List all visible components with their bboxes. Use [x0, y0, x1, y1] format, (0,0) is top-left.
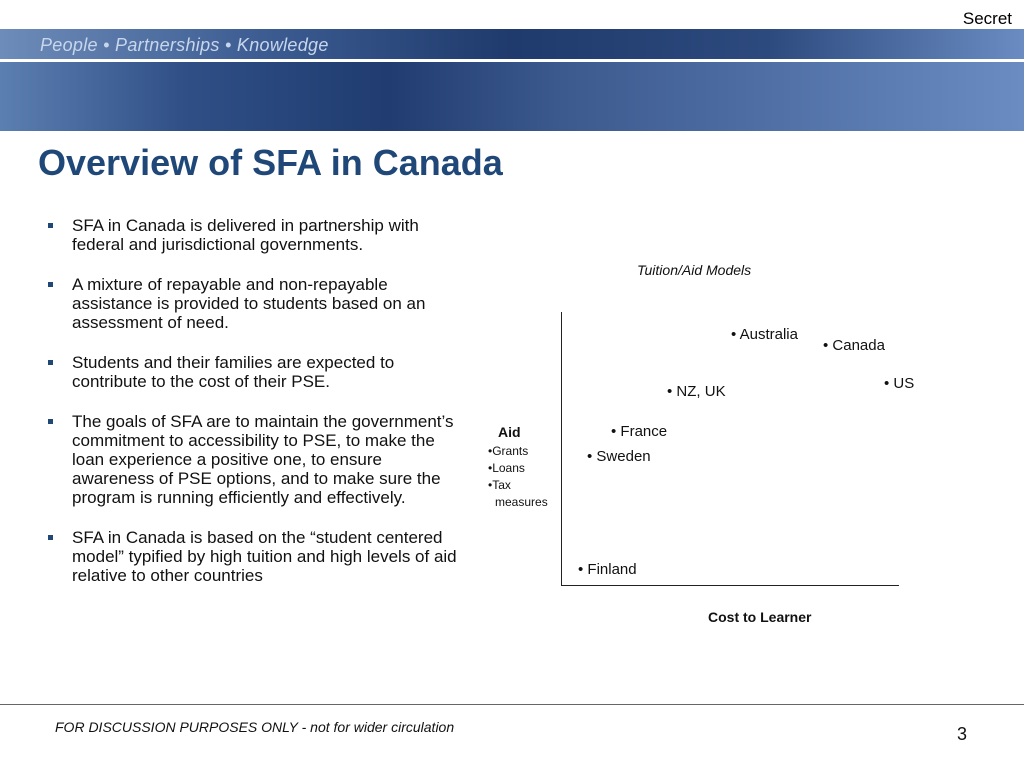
bullet-marker-icon	[48, 360, 53, 365]
slide-title: Overview of SFA in Canada	[38, 142, 503, 183]
bullet-item	[46, 353, 466, 391]
bullet-text: The goals of SFA are to maintain the government’s commitment to accessibility to PSE, to make the loan experience a positive one, to ensure awareness of PSE options, and to make sure the program is running efficiently and effectively.	[72, 412, 454, 507]
tagline: People • Partnerships • Knowledge	[40, 35, 329, 55]
classification-label: Secret	[962, 9, 1012, 28]
bullet-item	[46, 216, 466, 254]
point-sweden: • Sweden	[587, 448, 651, 465]
bullet-text: A mixture of repayable and non-repayable assistance is provided to students based on an assessment of need.	[72, 275, 426, 332]
bullet-marker-icon	[48, 535, 53, 540]
tagline-bar	[0, 29, 1024, 59]
bullet-marker-icon	[48, 419, 53, 424]
aid-type-item: •Tax	[488, 478, 511, 492]
point-us: • US	[884, 375, 915, 392]
bullet-marker-icon	[48, 282, 53, 287]
bullet-text: Students and their families are expected to contribute to the cost of their PSE.	[72, 353, 395, 391]
x-axis-line	[561, 585, 899, 586]
point-finland: • Finland	[578, 561, 637, 578]
aid-type-item: •Loans	[488, 461, 525, 475]
diagram-title: Tuition/Aid Models	[637, 262, 752, 278]
point-nz-uk: • NZ, UK	[667, 383, 726, 400]
bullet-list	[46, 216, 466, 606]
y-axis-label: Aid	[498, 424, 521, 440]
y-axis-line	[561, 312, 562, 585]
point-france: • France	[611, 423, 668, 440]
footer-divider	[0, 704, 1024, 705]
bullet-text: SFA in Canada is delivered in partnership with federal and jurisdictional governments.	[72, 216, 419, 254]
x-axis-label: Cost to Learner	[708, 609, 812, 625]
point-canada: • Canada	[823, 337, 885, 354]
banner-divider	[0, 59, 1024, 62]
footer-note: FOR DISCUSSION PURPOSES ONLY - not for wider circulation	[55, 719, 455, 735]
bullet-item	[46, 275, 466, 332]
bullet-text: SFA in Canada is based on the “student centered model” typified by high tuition and high levels of aid relative to other countries	[72, 528, 457, 585]
point-australia: • Australia	[731, 326, 798, 343]
aid-types-list	[488, 443, 548, 511]
aid-type-item: measures	[495, 495, 548, 509]
bullet-item	[46, 528, 466, 585]
bullet-item	[46, 412, 466, 507]
page-number: 3	[956, 724, 967, 744]
bullet-marker-icon	[48, 223, 53, 228]
aid-type-item: •Grants	[488, 444, 529, 458]
header-banner	[0, 29, 1024, 131]
